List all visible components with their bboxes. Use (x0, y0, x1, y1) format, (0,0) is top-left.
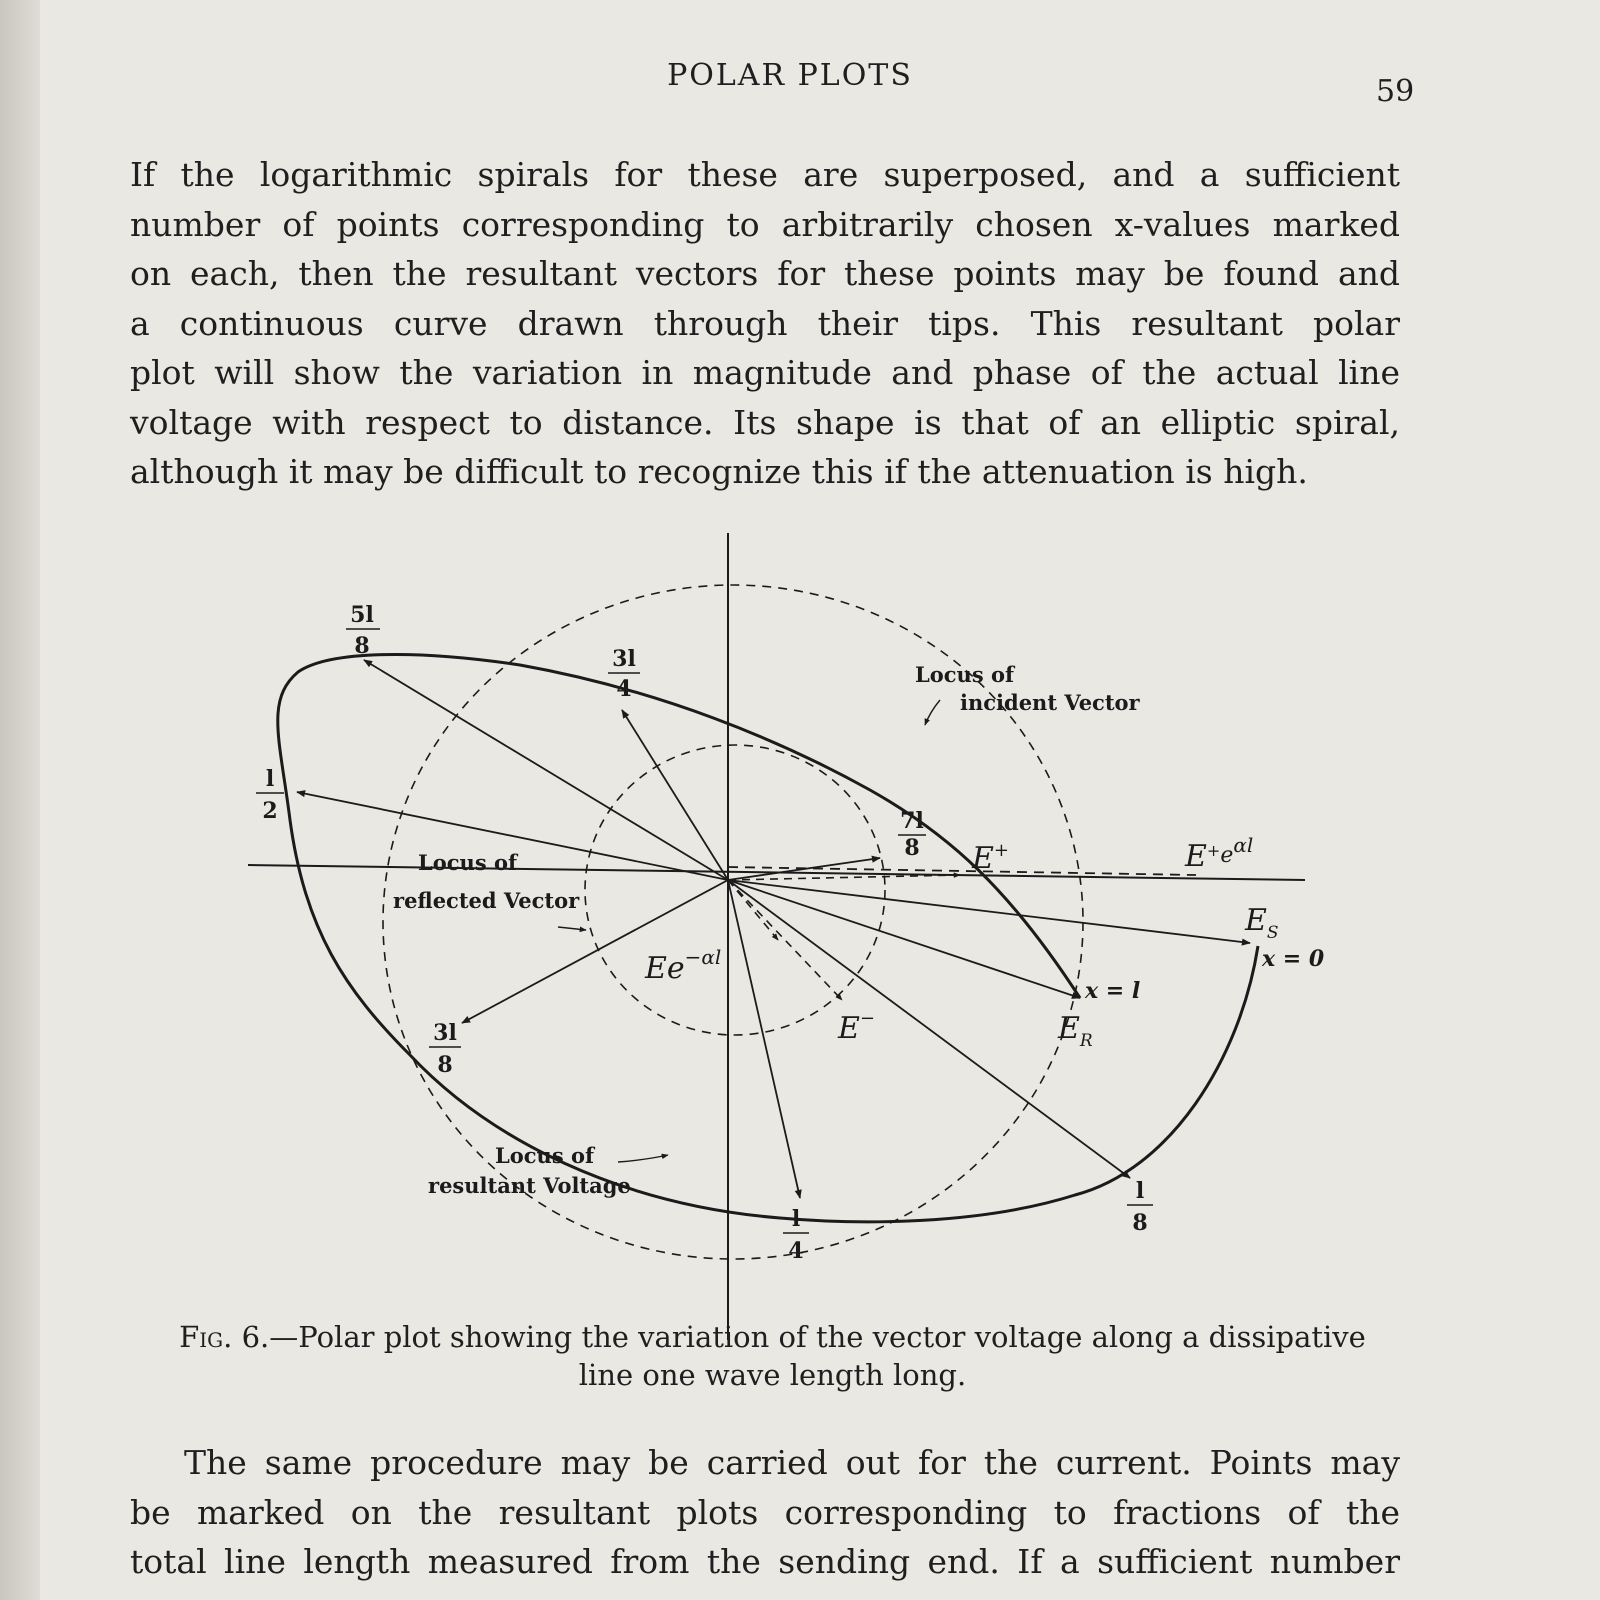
paragraph-line: number of points corresponding to arbitrarily chosen x-values marked (130, 204, 1400, 244)
fraction-denominator: 4 (616, 676, 632, 702)
fraction-denominator: 8 (354, 633, 370, 659)
paragraph-2 (130, 1438, 1400, 1587)
fraction-denominator: 2 (262, 798, 278, 824)
incident-locus-label-2: incident Vector (960, 690, 1140, 715)
x-equals-0-label: x = 0 (1262, 946, 1325, 972)
paragraph-line: If the logarithmic spirals for these are superposed, and a sufficient (130, 155, 1400, 194)
resultant-locus-label-1: Locus of (495, 1143, 595, 1168)
e-plus-label: E+ (972, 840, 1009, 876)
resultant-locus-label-2: resultant Voltage (428, 1173, 631, 1198)
incident-locus-label-1: Locus of (915, 662, 1015, 687)
caption-text-1: —Polar plot showing the variation of the vector voltage along a dissipative (269, 1320, 1366, 1354)
leader-reflected (558, 927, 586, 930)
reflected-locus-circle (585, 745, 885, 1035)
vector-er (728, 880, 1080, 998)
fraction-numerator: 3l (612, 646, 636, 672)
fraction-3l8 (429, 1020, 461, 1078)
resultant-locus-curve (278, 655, 1258, 1222)
figure-caption (145, 1318, 1400, 1394)
fraction-numerator: l (1135, 1178, 1145, 1204)
fraction-numerator: l (265, 766, 275, 792)
e-plus-eal-label: $E^+_e^{\alpha l}$ (1185, 833, 1254, 874)
e-minus-label: E− (838, 1008, 875, 1046)
vector-e-minus (728, 880, 842, 1000)
fraction-l8 (1127, 1178, 1153, 1236)
paragraph-line: on each, then the resultant vectors for these points may be found and (130, 254, 1400, 293)
e-s-label: $E_S$ (1245, 903, 1279, 943)
paragraph-line: The same procedure may be carried out for the current. Points may (184, 1443, 1400, 1482)
fraction-denominator: 8 (437, 1052, 453, 1078)
caption-text-2: line one wave length long. (578, 1358, 967, 1392)
fraction-l2 (256, 766, 284, 824)
paragraph-line: a continuous curve drawn through their tips. This resultant polar (130, 303, 1400, 343)
fraction-numerator: 5l (350, 602, 374, 628)
e-r-label: $E_R$ (1058, 1011, 1093, 1051)
fraction-7l8 (898, 808, 926, 861)
e-minus-eal-label: $Ee^{-\alpha l}$ (645, 945, 722, 986)
leader-resultant (618, 1155, 668, 1162)
paragraph-line: voltage with respect to distance. Its shape is that of an elliptic spiral, (130, 402, 1400, 442)
fraction-numerator: l (791, 1206, 801, 1232)
reflected-locus-label-1: Locus of (418, 850, 518, 875)
x-equals-l-label: x = l (1085, 978, 1141, 1004)
paragraph-line: plot will show the variation in magnitude and phase of the actual line (130, 353, 1400, 392)
fraction-denominator: 4 (788, 1238, 804, 1264)
paragraph-line: although it may be difficult to recognize this if the attenuation is high. (130, 452, 1308, 491)
page-number: 59 (1376, 74, 1415, 109)
reflected-locus-label-2: reflected Vector (393, 888, 580, 913)
leader-incident (925, 700, 940, 725)
paragraph-line: be marked on the resultant plots corresponding to fractions of the (130, 1492, 1400, 1532)
fraction-denominator: 8 (904, 835, 920, 861)
fraction-numerator: 7l (900, 808, 924, 834)
running-head: POLAR PLOTS (667, 58, 913, 93)
vector-3l4 (622, 710, 728, 880)
fraction-numerator: 3l (433, 1020, 457, 1046)
fraction-5l8 (346, 602, 380, 659)
caption-line-1 (145, 1318, 1400, 1356)
vector-l4 (728, 880, 800, 1198)
fraction-denominator: 8 (1132, 1210, 1148, 1236)
vector-5l8 (364, 660, 728, 880)
vector-es (728, 880, 1250, 943)
caption-fig-label: Fig. 6. (179, 1320, 270, 1354)
paragraph-line: total line length measured from the sending end. If a sufficient number (130, 1542, 1400, 1581)
